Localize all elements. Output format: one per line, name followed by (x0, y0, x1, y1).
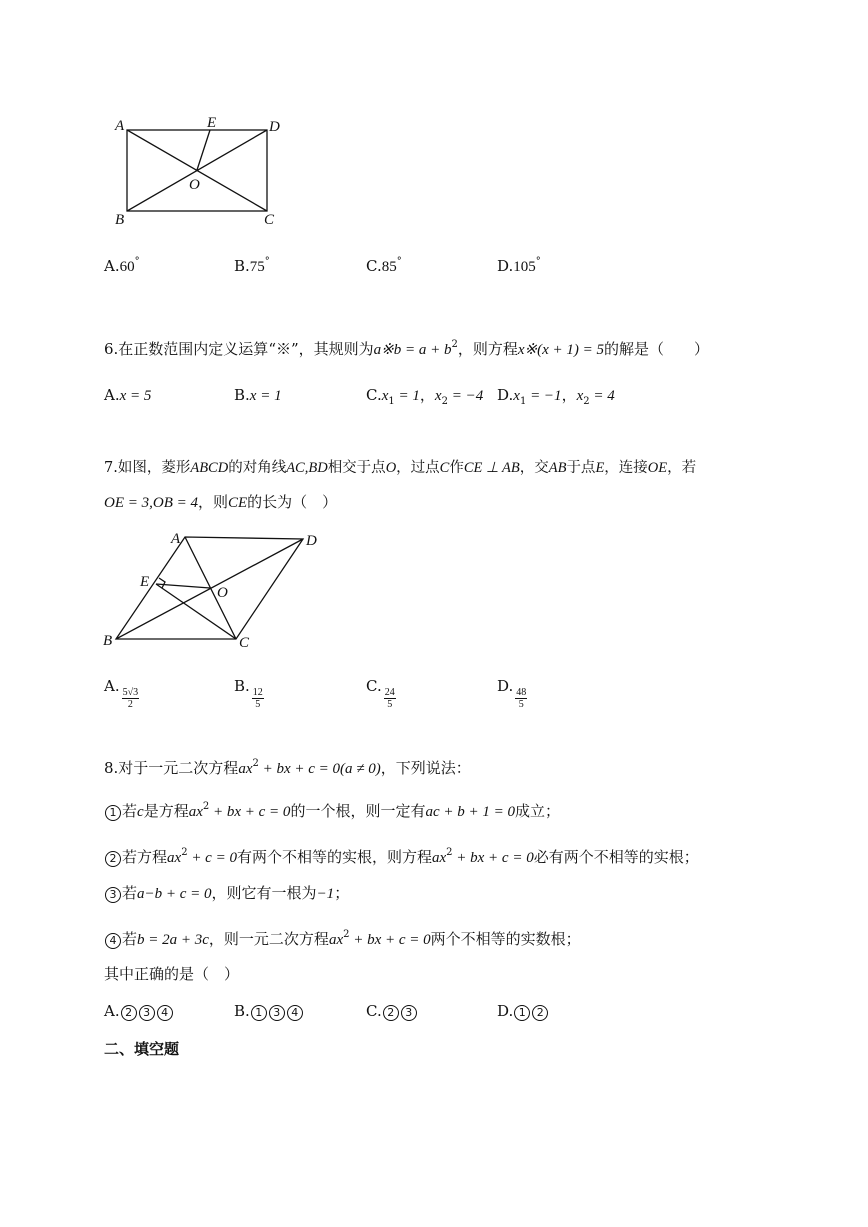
label-E: E (207, 115, 217, 131)
stem-segment: OE = 3,OB = 4 (104, 495, 198, 511)
stem-segment: ABCD (190, 460, 229, 476)
q8-option-c: C. 2 3 (366, 1001, 418, 1021)
stem-segment: ，交 (519, 460, 549, 476)
label-A: A (171, 531, 181, 547)
q5-option-b: B.75° (234, 256, 270, 275)
label-C: C (264, 212, 275, 228)
q5-option-c: C.85° (366, 256, 402, 275)
q8-stem: 8.对于一元二次方程$ax^2$ + bx + c = 0(a ≠ 0)，下列说法： (104, 758, 471, 777)
stem-segment: E (595, 460, 605, 476)
section-title: 二、填空题 (104, 1040, 180, 1058)
stem-segment: AB (548, 460, 567, 476)
q6-option-d: $D.x_1 = -1$，$x_2 = 4$ (497, 386, 615, 407)
stem-segment: C (439, 460, 450, 476)
stem-segment: 7.如图，菱形 (104, 460, 191, 476)
label-O: O (189, 177, 200, 193)
figure-rectangle (100, 110, 300, 235)
q7-option-c: C. $\frac{24}{5}$ (366, 677, 395, 710)
q8-option-b: B. 1 3 4 (234, 1001, 304, 1021)
label-A: A (115, 118, 125, 134)
stem-segment: CE (228, 495, 248, 511)
figure-rhombus (100, 525, 330, 655)
stem-segment: 于点 (566, 460, 596, 476)
stem-segment: ，过点 (396, 460, 440, 476)
stem-segment: 相交于点 (327, 460, 386, 476)
q7-option-d: D. $\frac{48}{5}$ (497, 677, 527, 710)
q8-question: 其中正确的是（ ） (104, 965, 240, 983)
stem-segment: 的长为（ ） (247, 493, 338, 511)
q8-option-a: A. 2 3 4 (104, 1001, 174, 1021)
stem-segment: ，则 (197, 493, 228, 511)
q8-statement-2: 2 若方程$ax^2 + c = 0$有两个不相等的实根，则方程$ax^2$ + bx + c = 0必有两个不相等的实根； (104, 847, 699, 870)
stem-segment: 作 (449, 460, 464, 476)
stem-segment: OE (647, 460, 668, 476)
stem-segment: CE ⊥ AB (463, 460, 520, 476)
label-D: D (306, 533, 317, 549)
label-C: C (239, 635, 250, 651)
q7-option-b: B. $\frac{12}{5}$ (234, 677, 263, 710)
stem-segment: ，连接 (604, 460, 648, 476)
q8-statement-1: 1 若c是方程$ax^2$ + bx + c = 0的一个根，则一定有ac + b + 1 = 0成立； (104, 801, 560, 824)
q8-statement-4: 4 若b = 2a + 3c，则一元二次方程$ax^2$ + bx + c = 0两个不相等的实数根； (104, 929, 581, 952)
q6-stem: 6.在正数范围内定义运算“※”，其规则为a※b = $a + b^2$，则方程x※(x + 1) = 5的解是（ ） (104, 339, 709, 358)
q8-statement-3: 3 若a−b + c = 0，则它有一根为−1； (104, 883, 349, 904)
q7-option-a: A. $\frac{5√3}{2}$ (104, 677, 139, 710)
label-D: D (269, 119, 280, 135)
stem-segment: O (385, 460, 397, 476)
q8-option-d: D. 1 2 (497, 1001, 549, 1021)
q6-option-a: A.x = 5 (104, 386, 152, 404)
q6-option-b: B.x = 1 (234, 386, 282, 404)
label-O: O (217, 585, 228, 601)
label-B: B (115, 212, 125, 228)
stem-segment: 的对角线 (228, 460, 287, 476)
q7-stem-line1 (104, 458, 696, 478)
q5-option-a: A.60° (104, 256, 140, 275)
label-E: E (140, 574, 150, 590)
q6-option-c: $C.x_1 = 1$，$x_2 = -4$ (366, 386, 484, 407)
stem-segment: AC,BD (286, 460, 328, 476)
stem-segment: ，若 (667, 460, 697, 476)
q5-option-d: D.105° (497, 256, 541, 275)
q7-stem-line2 (104, 492, 337, 513)
label-B: B (103, 633, 113, 649)
